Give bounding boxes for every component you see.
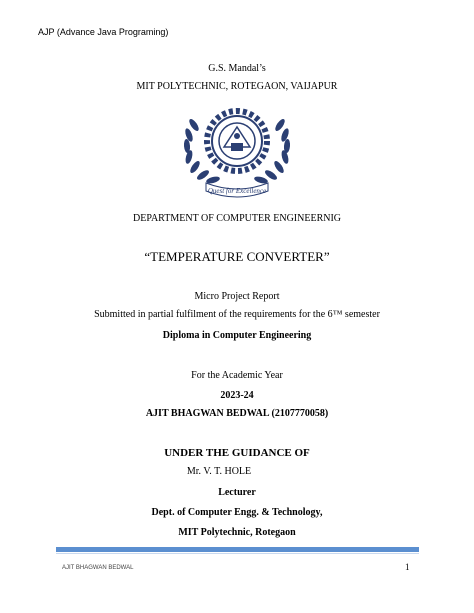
- report-type: Micro Project Report: [194, 291, 280, 302]
- guidance-heading: UNDER THE GUIDANCE OF: [164, 447, 310, 459]
- guide-department: Dept. of Computer Engg. & Technology,: [151, 507, 323, 518]
- footer-divider: [56, 547, 419, 552]
- guide-college: MIT Polytechnic, Rotegaon: [178, 527, 296, 538]
- footer-author: AJIT BHAGWAN BEDWAL: [62, 565, 134, 571]
- guide-designation: Lecturer: [218, 487, 256, 498]
- guide-name: Mr. V. T. HOLE: [186, 466, 252, 477]
- footer-divider-shadow: [56, 553, 419, 554]
- academic-year-label: For the Academic Year: [191, 370, 283, 381]
- page-header: AJP (Advance Java Programing): [38, 27, 169, 37]
- college-logo: [172, 103, 302, 203]
- logo-motto: Quest for Excellence: [207, 187, 267, 195]
- mandal-name: G.S. Mandal’s: [208, 63, 266, 74]
- department-name: DEPARTMENT OF COMPUTER ENGINEERNIG: [132, 213, 342, 224]
- diploma-name: Diploma in Computer Engineering: [162, 330, 312, 341]
- submission-statement: Submitted in partial fulfilment of the requirements for the 6™ semester: [94, 309, 380, 320]
- project-title: “TEMPERATURE CONVERTER”: [144, 249, 330, 264]
- academic-year: 2023-24: [220, 390, 254, 401]
- page-number: 1: [405, 562, 410, 572]
- student-name: AJIT BHAGWAN BEDWAL (2107770058): [145, 408, 329, 419]
- college-name: MIT POLYTECHNIC, ROTEGAON, VAIJAPUR: [136, 81, 338, 92]
